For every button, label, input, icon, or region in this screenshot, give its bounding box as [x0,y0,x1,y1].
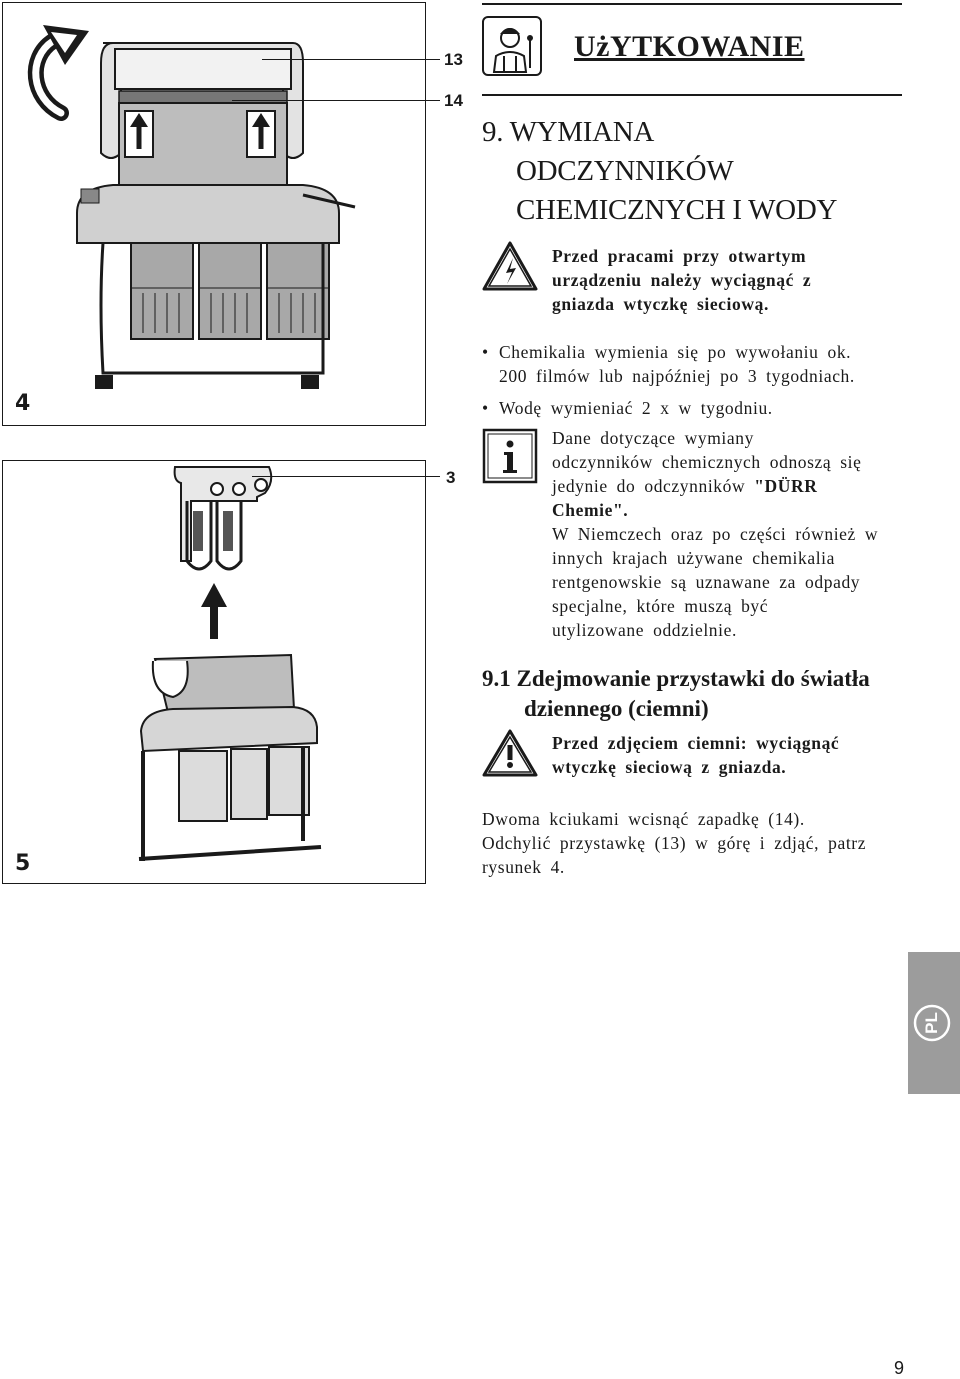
header-top-rule [482,3,902,5]
figure-number: 4 [15,391,31,416]
section-heading-line: CHEMICZNYCH I WODY [516,194,838,226]
callout-14-line [232,100,440,101]
subsection-heading-line: dziennego (ciemni) [524,696,709,721]
info-icon [482,428,538,484]
warning-text [552,244,811,316]
brand-name: "DÜRR [754,476,818,496]
section-heading-line: ODCZYNNIKÓW [516,155,734,187]
language-tab [908,952,960,1094]
callout-13: 13 [444,50,463,69]
info-line: utylizowane oddzielnie. [552,620,737,640]
technician-icon [482,16,542,76]
instruction-line: rysunek 4. [482,857,565,877]
info-text [552,426,904,642]
figure-number: 5 [15,851,31,876]
bullet-marker: • [482,342,489,362]
section-heading-line: 9. WYMIANA [482,116,655,148]
brand-name-cont: Chemie". [552,500,629,520]
caution-icon [482,728,538,778]
bullet-marker: • [482,398,489,418]
instruction-line: Odchylić przystawkę (13) w górę i zdjąć, patrz [482,833,867,853]
instruction-line: Dwoma kciukami wcisnąć zapadkę (14). [482,809,805,829]
info-line: specjalne, które muszą być [552,596,769,616]
info-line: rentgenowskie są uznawane za odpady [552,572,861,592]
warning-line: urządzeniu należy wyciągnąć z [552,270,812,290]
callout-14: 14 [444,91,463,110]
page-title: UżYTKOWANIE [574,30,805,63]
warning-line: gniazda wtyczkę sieciową. [552,294,769,314]
info-line: W Niemczech oraz po części również w [552,524,879,544]
figure-5 [2,460,426,884]
rotate-arrow-icon [36,25,89,113]
bullet-line: Chemikalia wymienia się po wywołaniu ok. [499,342,852,362]
language-code: PL [922,1012,941,1034]
bullet-line: Wodę wymieniać 2 x w tygodniu. [499,398,773,418]
figure-4 [2,2,426,426]
caution-line: wtyczkę sieciową z gniazda. [552,757,787,777]
caution-line: Przed zdjęciem ciemni: wyciągnąć [552,733,840,753]
header-bottom-rule [482,94,902,96]
callout-3: 3 [446,468,456,487]
info-line [552,474,904,498]
info-line: odczynników chemicznych odnoszą się [552,452,862,472]
warning-line: Przed pracami przy otwartym [552,246,807,266]
info-line-text: jedynie do odczynników [552,476,746,496]
bullet-item [499,340,855,388]
bullet-line: 200 filmów lub najpóźniej po 3 tygodniach. [499,366,855,386]
subsection-heading-line: 9.1 Zdejmowanie przystawki do światła [482,666,870,691]
instructions-text [482,807,866,879]
figure-4-illustration [3,3,425,425]
info-line: innych krajach używane chemikalia [552,548,836,568]
callout-13-line [262,59,440,60]
info-line: Dane dotyczące wymiany [552,428,754,448]
figure-5-illustration [3,461,425,883]
page-number: 9 [893,1358,904,1378]
callout-3-line [252,476,440,477]
subsection-heading [482,664,870,724]
caution-text [552,731,839,779]
bullet-item [499,396,773,420]
electric-warning-icon [482,240,538,292]
section-heading [482,113,837,230]
